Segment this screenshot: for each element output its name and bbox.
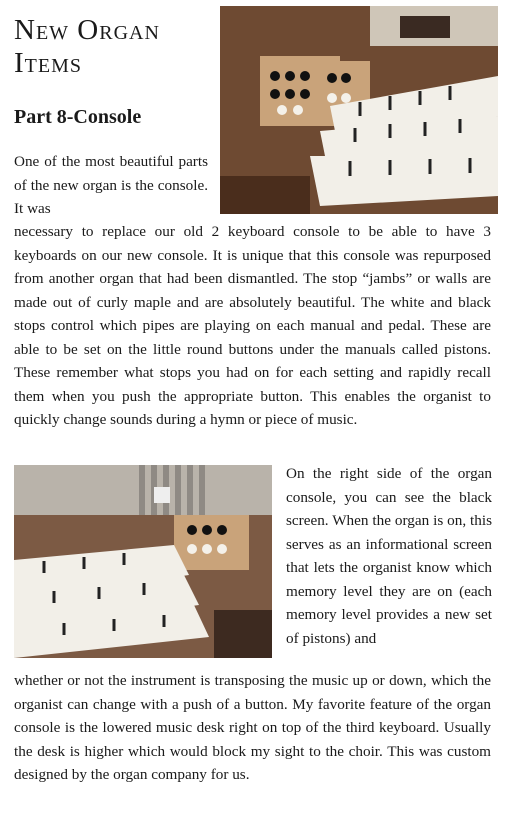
- paragraph-1-lead: One of the most beautiful parts of the new organ is the console. It was: [14, 153, 208, 217]
- paragraph-1-body: necessary to replace our old 2 keyboard console to be able to have 3 keyboards on our new console. It is unique that this console was repurposed from another organ that had been dismantled. The stop “jambs” or walls are made out of curly maple and are absolutely beautiful. The white and black stops control which pipes are playing on each manual and pedal. These are able to be set on the little round buttons under the manuals called pistons. These remember what stops you had on for each setting and rapidly recall them when you push the appropriate button. This enables the organist to quickly change sounds during a hymn or piece of music.: [14, 223, 491, 428]
- organ-console-illustration: [220, 6, 498, 214]
- article-title: New Organ Items: [14, 14, 160, 79]
- organ-keyboards-illustration: [14, 465, 272, 658]
- organ-console-photo: [220, 6, 498, 214]
- article-subtitle: Part 8-Console: [14, 106, 142, 128]
- organ-keyboards-photo: [14, 465, 272, 658]
- paragraph-2-lead: On the right side of the organ console, you can see the black screen. When the organ is on, this serves as an informational screen that lets the organist know which memory level they are on (each memory level provides a new set of pistons) and: [286, 465, 492, 647]
- paragraph-2-body: whether or not the instrument is transposing the music up or down, which the organist can change with a push of a button. My favorite feature of the organ console is the lowered music desk right on top of the third keyboard. Usually the desk is higher which would block my sight to the choir. This was custom designed by the organ company for us.: [14, 672, 491, 783]
